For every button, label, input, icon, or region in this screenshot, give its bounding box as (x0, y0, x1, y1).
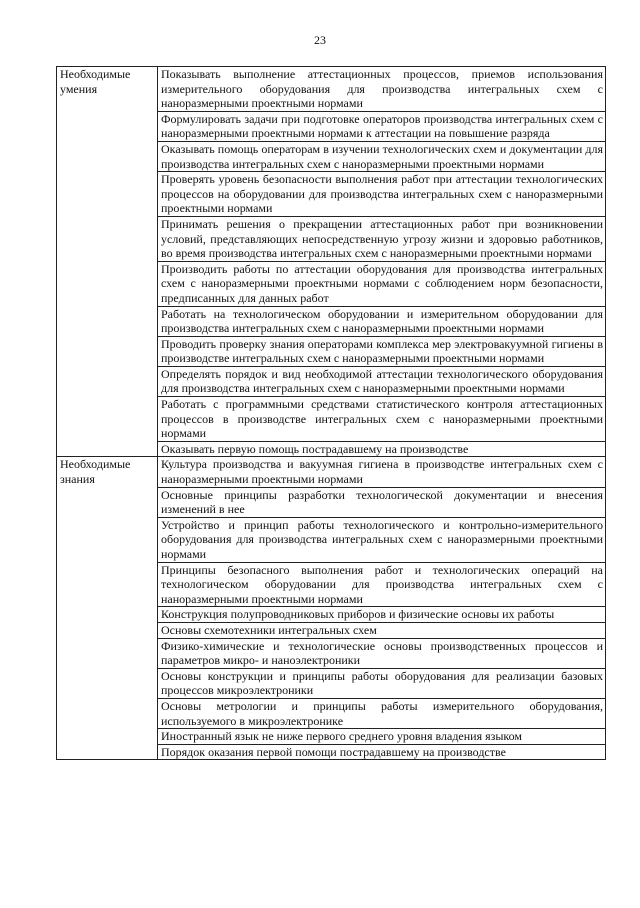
requirement-item: Работать на технологическом оборудовании и измерительном оборудовании для производства интегральных схем с наноразмерными проектными нормами (158, 306, 606, 336)
requirement-item: Проводить проверку знания операторами комплекса мер электровакуумной гигиены в производстве интегральных схем с наноразмерными проектными нормами (158, 336, 606, 366)
requirement-item: Основы схемотехники интегральных схем (158, 622, 606, 638)
requirements-table (56, 66, 606, 760)
requirement-item: Определять порядок и вид необходимой аттестации технологического оборудования для производства интегральных схем с наноразмерными проектными нормами (158, 366, 606, 396)
requirement-item: Устройство и принцип работы технологического и контрольно-измерительного оборудования для производства интегральных схем с наноразмерными проектными нормами (158, 517, 606, 562)
requirement-item: Основные принципы разработки технологической документации и внесения изменений в нее (158, 487, 606, 517)
requirement-item: Основы метрологии и принципы работы измерительного оборудования, используемого в микроэлектронике (158, 698, 606, 728)
requirement-item: Работать с программными средствами статистического контроля аттестационных процессов в производстве интегральных схем с наноразмерными проектными нормами (158, 397, 606, 442)
table-row (57, 457, 606, 487)
requirement-item: Физико-химические и технологические основы производственных процессов и параметров микро- и наноэлектроники (158, 638, 606, 668)
requirement-item: Формулировать задачи при подготовке операторов производства интегральных схем с наноразмерными проектными нормами к аттестации на повышение разряда (158, 111, 606, 141)
requirement-item: Иностранный язык не ниже первого среднего уровня владения языком (158, 729, 606, 745)
requirement-item: Проверять уровень безопасности выполнения работ при аттестации технологических процессов на оборудовании для производства интегральных схем с наноразмерными проектными нормами (158, 172, 606, 217)
requirement-item: Производить работы по аттестации оборудования для производства интегральных схем с наноразмерными проектными нормами с соблюдением норм безопасности, предписанных для данных работ (158, 261, 606, 306)
requirement-item: Основы конструкции и принципы работы оборудования для реализации базовых процессов микроэлектроники (158, 668, 606, 698)
section-label: Необходимые знания (57, 457, 158, 760)
requirement-item: Оказывать помощь операторам в изучении технологических схем и документации для производства интегральных схем с наноразмерными проектными нормами (158, 141, 606, 171)
requirement-item: Принципы безопасного выполнения работ и технологических операций на технологическом оборудовании для производства интегральных схем с наноразмерными проектными нормами (158, 562, 606, 607)
table-row (57, 67, 606, 112)
requirement-item: Показывать выполнение аттестационных процессов, приемов использования измерительного оборудования для производства интегральных схем с наноразмерными проектными нормами (158, 67, 606, 112)
requirements-table-body (57, 67, 606, 760)
requirement-item: Порядок оказания первой помощи пострадавшему на производстве (158, 744, 606, 760)
requirement-item: Культура производства и вакуумная гигиена в производстве интегральных схем с наноразмерными проектными нормами (158, 457, 606, 487)
requirement-item: Принимать решения о прекращении аттестационных работ при возникновении условий, представляющих непосредственную угрозу жизни и здоровью работников, во время производства интегральных схем с наноразмерными проектными нормами (158, 216, 606, 261)
requirement-item: Оказывать первую помощь пострадавшему на производстве (158, 441, 606, 457)
section-label: Необходимые умения (57, 67, 158, 457)
page-number: 23 (314, 33, 326, 47)
requirement-item: Конструкция полупроводниковых приборов и физические основы их работы (158, 607, 606, 623)
